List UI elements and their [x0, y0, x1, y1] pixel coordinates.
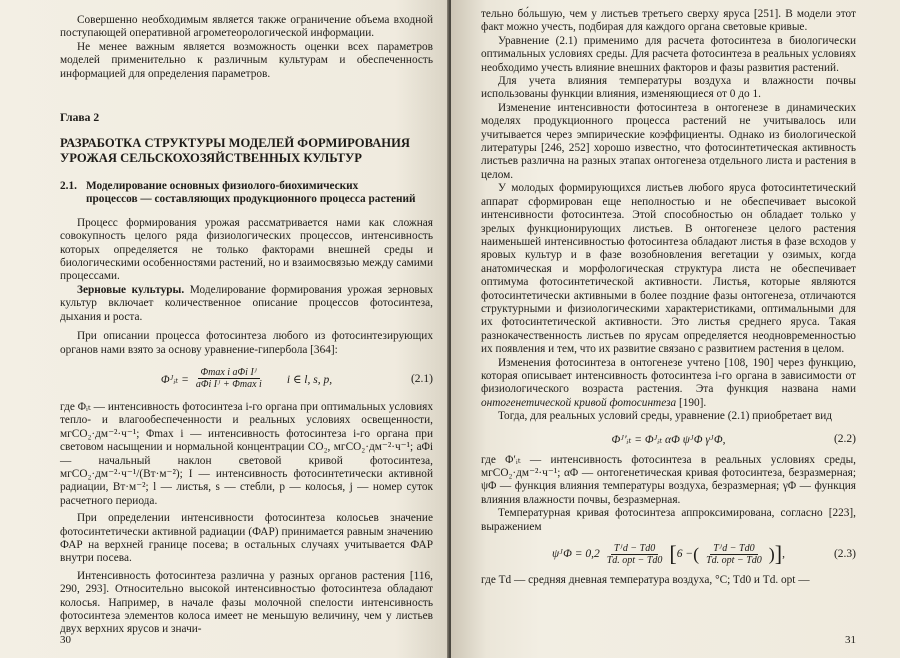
paragraph: тельно бо́льшую, чем у листьев третьего сверху яруса [251]. В модели этот факт можно учесть, подбирая для каждого органа световые кривые. — [481, 8, 856, 34]
chapter-label: Глава 2 — [60, 111, 100, 125]
equation-fraction — [703, 543, 765, 566]
page-number: 31 — [845, 634, 856, 646]
paragraph: где Φ′ᵢₜ — интенсивность фотосинтеза в реальных условиях среды, мгCO₂·дм⁻²·ч⁻¹; αΦ — онтогенетическая кривая фотосинтеза, безразмерная; ψΦ — функция влияния температуры воздуха, безразмерная; γΦ — функция влияния влажности почвы, безразмерная. — [481, 453, 856, 506]
equation-comma: , — [782, 548, 785, 561]
page-number: 30 — [60, 634, 71, 646]
paragraph — [481, 357, 856, 411]
paragraph: Уравнение (2.1) применимо для расчета фотосинтеза в биологически оптимальных условиях среды. Для расчета фотосинтеза в реальных условиях необходимо учесть влияние внешних факторов и фазы развития растений. — [481, 34, 856, 74]
fraction-numerator: Tᴶd − Td0 — [710, 543, 757, 555]
equation-2-1 — [60, 357, 433, 401]
paragraph: Процесс формирования урожая рассматривается нами как сложная совокупность целого ряда физиологических процессов, интенсивность которых определяется не только факторами внешней среды и биологическими особенностями растений, но и взаимосвязью между самими процессами. — [60, 216, 433, 283]
equation-number: (2.1) — [410, 372, 433, 385]
paragraph — [60, 284, 433, 324]
fraction-denominator: Td. opt − Td0 — [706, 554, 762, 566]
fraction-numerator: Φmax i aΦi Iᴶ — [198, 367, 261, 379]
paragraph: Изменение интенсивности фотосинтеза в онтогенезе в динамических моделях продукционного процесса растений не учитывалось или учитывается через эмпирические коэффициенты. Однако из биологической литературы [246, 252] хорошо известно, что фотосинтетическая активность листьев различна на разных этапах онтогенеза отдельного листа и растения в целом. — [481, 101, 856, 181]
section-heading — [60, 180, 433, 207]
equation-body: Φᴶ′ᵢₜ = Φᴶᵢₜ αΦ ψᴶΦ γᴶΦ, — [611, 433, 726, 446]
right-bracket: ] — [774, 541, 783, 567]
equation-2-2 — [481, 424, 856, 454]
paragraph: Для учета влияния температуры воздуха и влажности почвы использованы функции влияния, изменяющиеся от 0 до 1. — [481, 75, 856, 101]
paragraph-text: [190]. — [676, 396, 707, 409]
equation-number: (2.2) — [833, 432, 856, 445]
paragraph: Температурная кривая фотосинтеза аппроксимирована, согласно [223], выражением — [481, 507, 856, 533]
paragraph-text: Изменения фотосинтеза в онтогенезе учтено [108, 190] через функцию, которая описывает интенсивность фотосинтеза i-го органа в зависимости от физиологического возраста растения. Эта функция названа нами — [481, 356, 856, 396]
equation-lhs: ψᴶΦ = 0,2 — [552, 548, 600, 561]
paragraph: Совершенно необходимым является также ограничение объема входной поступающей оперативной агрометеорологической информации. — [60, 14, 433, 40]
paragraph-text: Моделирование формирования урожая зерновых культур включает количественное описание процессов фотосинтеза, дыхания и роста. — [60, 283, 433, 323]
italic-term: онтогенетической кривой фотосинтеза — [481, 396, 677, 409]
run-in-heading: Зерновые культуры. — [77, 283, 185, 296]
section-number: 2.1. — [60, 180, 77, 193]
section-title-line-1: Моделирование основных физиолого-биохимических — [86, 180, 359, 193]
equation-fraction — [604, 543, 666, 566]
left-page — [0, 0, 449, 658]
paragraph: Тогда, для реальных условий среды, уравнение (2.1) приобретает вид — [498, 410, 833, 423]
equation-2-3 — [481, 534, 856, 574]
fraction-denominator: aΦi Iᴶ + Φmax i — [195, 379, 262, 391]
paragraph: где Φᵢₜ — интенсивность фотосинтеза i-го органа при оптимальных условиях тепло- и влагообеспеченности и реальных условиях освещенности, мгCO₂·дм⁻²·ч⁻¹; Φmax i — интенсивность фотосинтеза i-го органа при световом насыщении и нормальной концентрации CO₂, мгCO₂·дм⁻²·ч⁻¹; aΦi — начальный наклон световой кривой фотосинтеза, мгCO₂·дм⁻²·ч⁻¹/(Вт·м⁻²); I — интенсивность фотосинтетически активной радиации, Вт·м⁻²; l — листья, s — стебли, p — колосья, j — номер суток расчетного периода. — [60, 400, 433, 507]
left-bracket: [ — [669, 541, 677, 567]
paragraph: Интенсивность фотосинтеза различна у разных органов растения [116, 290, 293]. Относительно высокой интенсивностью фотосинтеза обладают колосья. Например, в начале фазы молочной спелости интенсивность фотосинтеза элементов колоса имеет не меньшую величину, чем у листьев двух верхних ярусов и значи- — [60, 569, 433, 636]
paragraph: Не менее важным является возможность оценки всех параметров моделей применительно к различным культурам и обеспеченность информацией для определения параметров. — [60, 40, 433, 80]
paragraph: У молодых формирующихся листьев любого яруса фотосинтетический аппарат сформирован еще неполностью и не обеспечивает высокой интенсивности фотосинтеза. Этой способностью он обладает только у зрелых функционирующих листьев. В онтогенезе целого растения наименьшей интенсивностью фотосинтеза обладают листья в фазе всходов у яровых культур и в фазе возобновления вегетации у озимых, когда анатомическая и морфологическая структура листа не обеспечивает оптимума фотосинтетической активности. Листья, которые являются фотосинтетически активными в более поздние фазы онтогенеза, отличаются структурными и физиологическими характеристиками, оптимальными для их фотосинтетической активности. Это листья среднего яруса. Такая разнокачественность листьев по ярусам определяется неодновременностью их появления и тем, что их развитие связано с развитием растения в целом. — [481, 182, 856, 356]
paragraph: При определении интенсивности фотосинтеза колосьев значение фотосинтетически активной радиации (ФАР) принимается равным значению ФАР на верхней границе посева; в остальных случаях учитывается ФАР внутри посева. — [60, 512, 433, 565]
section-title-line-2: процессов — составляющих продукционного процесса растений — [86, 193, 416, 206]
left-paren: ( — [693, 543, 700, 564]
paragraph: При описании процесса фотосинтеза любого из фотосинтезирующих органов нами взято за основу уравнение-гипербола [364]: — [60, 330, 433, 356]
equation-lhs: Φᴶᵢₜ = — [160, 373, 189, 386]
right-paren: ) — [768, 543, 775, 564]
paragraph: где Td — средняя дневная температура воздуха, °C; Td0 и Td. opt — — [481, 574, 810, 587]
equation-condition: i ∈ l, s, p, — [286, 373, 333, 386]
equation-number: (2.3) — [833, 548, 856, 561]
equation-fraction — [193, 367, 265, 390]
fraction-numerator: Tᴶd − Td0 — [611, 543, 658, 555]
fraction-denominator: Td. opt − Td0 — [606, 554, 663, 566]
equation-term: 6 − — [676, 548, 694, 561]
right-page — [451, 0, 900, 658]
chapter-title: РАЗРАБОТКА СТРУКТУРЫ МОДЕЛЕЙ ФОРМИРОВАНИЯ УРОЖАЯ СЕЛЬСКОХОЗЯЙСТВЕННЫХ КУЛЬТУР — [60, 136, 410, 166]
